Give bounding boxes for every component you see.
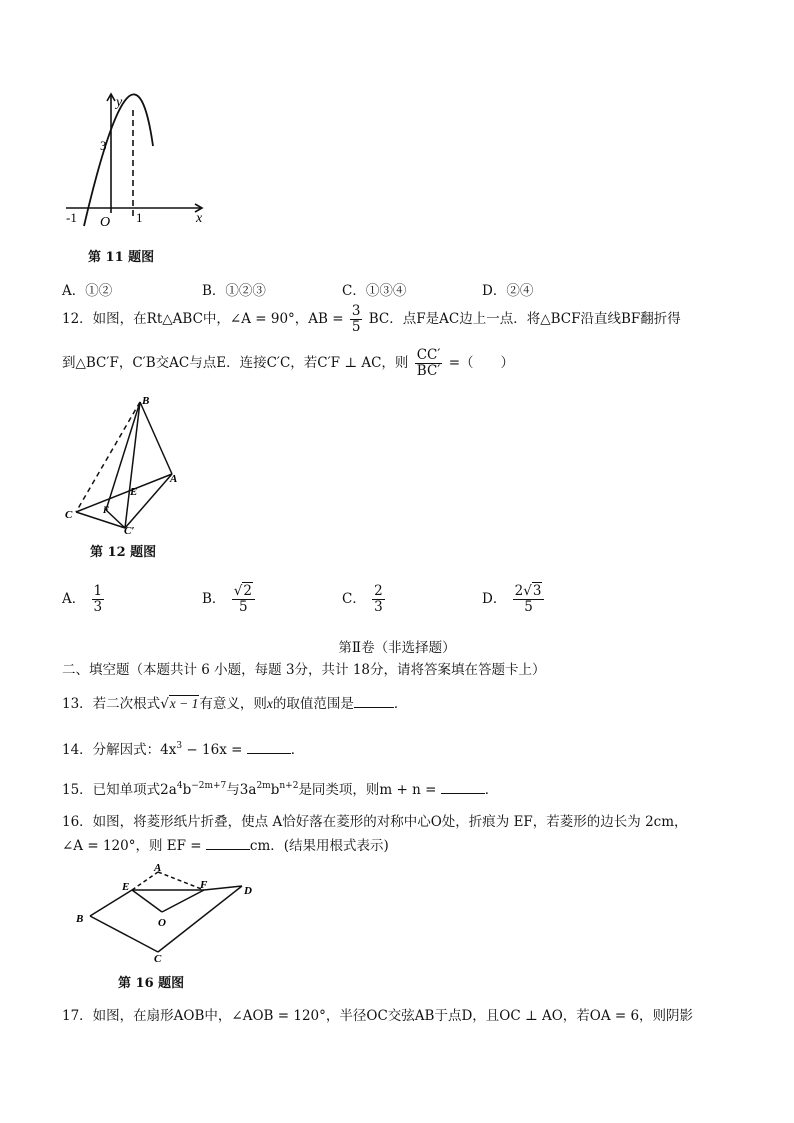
q11-option-a: A．①②	[62, 283, 113, 299]
q15-exp-4: n+2	[279, 781, 299, 791]
q16-text-b: cm．(结果用根式表示)	[249, 838, 389, 854]
label-c: C	[65, 509, 73, 521]
option-a-num: 1	[93, 583, 103, 599]
label-b: B	[76, 913, 84, 925]
q12-line-2	[62, 348, 514, 379]
q13-line	[62, 694, 407, 714]
segment-af-dashed	[158, 872, 204, 890]
option-b-num: √2	[232, 584, 255, 600]
q13-text-b: 有意义，则	[199, 696, 267, 712]
q15-end: ．	[484, 782, 499, 798]
segment-dc	[158, 886, 242, 952]
figure-16-caption: 第 16 题图	[118, 976, 185, 991]
q16-answer-blank[interactable]	[206, 849, 250, 850]
segment-ba	[140, 402, 172, 474]
q13-end: ．	[393, 696, 408, 712]
option-c-fraction	[372, 584, 385, 615]
q15-exp-1: 4	[176, 781, 183, 791]
q12-line1-text-b: BC．点F是AC边上一点．将△BCF沿直线BF翻折得	[368, 311, 681, 327]
label-o: O	[158, 917, 166, 929]
q17-line-1: 17．如图，在扇形AOB中，∠AOB = 120°，半径OC交弦AB于点D，且OC ⊥ AO，若OA = 6，则阴影	[62, 1008, 694, 1024]
q13-answer-blank[interactable]	[354, 707, 394, 708]
figure-16-rhombus-fold	[72, 862, 262, 962]
parabola-curve	[84, 94, 153, 226]
q12-fraction-three-fifths	[350, 304, 363, 335]
option-a-den: 3	[93, 599, 103, 615]
label-e: E	[122, 881, 130, 893]
option-d-radicand: 3	[532, 583, 542, 599]
option-d-num: 2√3	[513, 584, 545, 600]
q16-line-1: 16．如图，将菱形纸片折叠，使点 A恰好落在菱形的对称中心O处，折痕为 EF，若菱形的边长为 2cm，	[62, 814, 688, 830]
q12-frac-den: 5	[351, 319, 361, 335]
segment-ac	[76, 474, 172, 512]
q15-mid: 与3a	[226, 782, 257, 798]
option-c-label: C．	[342, 591, 366, 607]
label-b: B	[142, 395, 150, 407]
q11-option-b: B．①②③	[202, 283, 266, 299]
option-b-den: 5	[239, 599, 248, 615]
label-d: D	[244, 885, 252, 897]
option-d-coef: 2	[514, 583, 524, 599]
q15-b-2: b	[270, 782, 280, 798]
segment-ccprime	[76, 512, 125, 528]
q12-ratio-den: BC′	[416, 363, 441, 379]
section-2-header: 二、填空题（本题共计 6 小题，每题 3分，共计 18分，请将答案填在答题卡上）	[62, 662, 546, 678]
q11-option-d: D．②④	[482, 283, 534, 299]
label-origin: O	[100, 215, 111, 230]
option-a-fraction	[92, 584, 105, 615]
q16-line-2	[62, 836, 389, 856]
q14-text-b: − 16x =	[182, 742, 247, 758]
q12-fraction-ratio	[415, 348, 443, 379]
segment-ea-dashed	[132, 872, 158, 890]
segment-bcprime	[125, 402, 140, 528]
option-d-label: D．	[482, 591, 507, 607]
q14-exponent: 3	[176, 741, 183, 751]
label-one: 1	[136, 210, 143, 225]
label-f: F	[103, 505, 110, 515]
segment-fo	[162, 890, 204, 912]
figure-11-caption: 第 11 题图	[88, 250, 155, 265]
q12-line2-text-b: =（ ）	[448, 355, 515, 371]
q14-end: ．	[290, 742, 305, 758]
segment-cprime-a	[125, 474, 172, 528]
option-d-fraction	[513, 584, 545, 615]
q15-text-a: 15．已知单项式2a	[62, 782, 177, 798]
segment-cb	[90, 916, 158, 952]
label-three: 3	[100, 138, 107, 153]
q15-b-1: b	[182, 782, 192, 798]
q12-option-c	[342, 584, 387, 615]
q13-sqrt: √x − 1	[160, 696, 199, 712]
q16-text-a: ∠A = 120°，则 EF =	[62, 838, 206, 854]
q13-text-a: 13．若二次根式	[62, 696, 161, 712]
q13-radicand: x − 1	[169, 696, 199, 711]
q15-line	[62, 776, 498, 800]
q14-text-a: 14．分解因式：4x	[62, 742, 177, 758]
q12-line1-text-a: 12．如图，在Rt△ABC中，∠A = 90°，AB =	[62, 311, 344, 327]
q15-text-c: 是同类项，则m + n =	[298, 782, 441, 798]
figure-12-caption: 第 12 题图	[90, 545, 157, 560]
label-c: C	[154, 953, 162, 962]
q14-answer-blank[interactable]	[247, 753, 291, 754]
option-b-radicand: 2	[243, 583, 252, 599]
x-label: x	[196, 211, 203, 226]
q14-line	[62, 736, 304, 760]
option-d-den: 5	[524, 599, 533, 615]
q13-variable: x	[266, 696, 273, 711]
label-f: F	[200, 879, 208, 891]
figure-12-triangle-fold	[62, 392, 192, 542]
q12-frac-num: 3	[351, 303, 361, 319]
q12-option-d	[482, 584, 546, 615]
q13-text-c: 的取值范围是	[272, 696, 354, 712]
option-b-fraction	[232, 584, 255, 615]
segment-eo	[132, 890, 162, 912]
segment-be	[90, 890, 132, 916]
y-label: y	[116, 95, 123, 110]
q12-ratio-num: CC′	[416, 347, 441, 363]
q11-option-c: C．①③④	[342, 283, 407, 299]
q12-option-a	[62, 584, 106, 615]
label-neg-one: -1	[66, 210, 77, 225]
label-e: E	[130, 486, 138, 498]
q15-answer-blank[interactable]	[441, 793, 485, 794]
option-c-num: 2	[374, 583, 383, 599]
option-a-label: A．	[62, 591, 86, 607]
label-a: A	[170, 473, 178, 485]
q12-option-b	[202, 584, 257, 615]
figure-11-parabola-graph	[62, 88, 222, 266]
option-b-label: B．	[202, 591, 226, 607]
segment-fd	[204, 886, 242, 890]
q12-line-1	[62, 304, 681, 335]
option-c-den: 3	[374, 599, 383, 615]
label-a: A	[154, 862, 162, 874]
q12-line2-text-a: 到△BC′F，C′B交AC与点E．连接C′C，若C′F ⊥ AC，则	[62, 355, 409, 371]
q15-exp-3: 2m	[256, 781, 271, 791]
q15-exp-2: −2m+7	[191, 781, 227, 791]
label-c-prime: C′	[124, 525, 135, 537]
section-2-title: 第Ⅱ卷（非选择题）	[338, 640, 456, 656]
